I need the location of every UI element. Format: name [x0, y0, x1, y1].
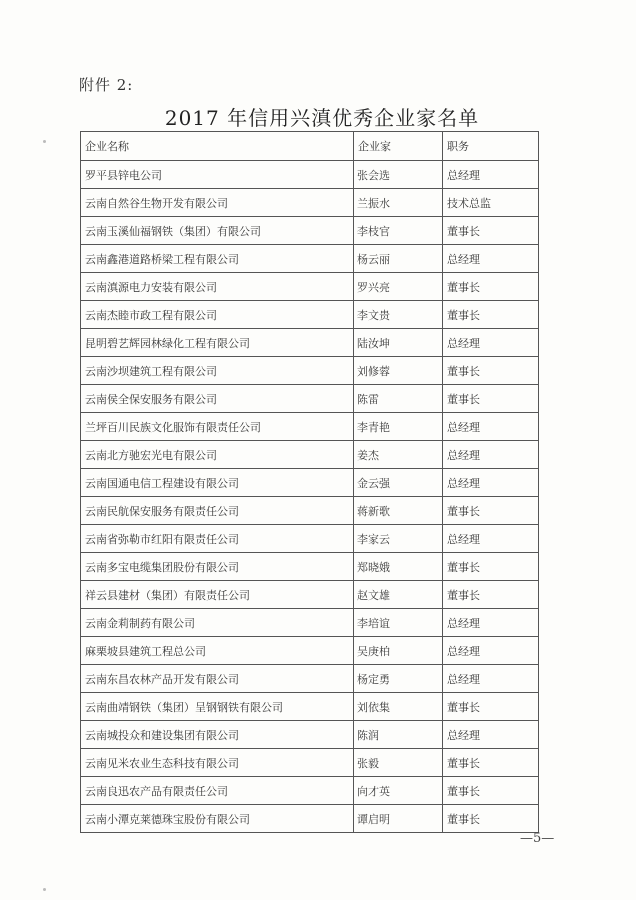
position-cell: 董事长 — [443, 273, 539, 301]
table-row — [81, 245, 539, 273]
position-cell: 董事长 — [443, 357, 539, 385]
company-name-cell: 云南良迅农产品有限责任公司 — [81, 777, 354, 805]
column-header-company: 企业名称 — [81, 132, 354, 161]
entrepreneur-name-cell: 杨云丽 — [354, 245, 443, 273]
table-row — [81, 805, 539, 833]
entrepreneur-table — [80, 131, 539, 833]
page-number: —5— — [520, 831, 555, 846]
entrepreneur-name-cell: 兰振水 — [354, 189, 443, 217]
document-title: 2017 年信用兴滇优秀企业家名单 — [164, 106, 480, 130]
column-header-entrepreneur: 企业家 — [354, 132, 443, 161]
position-cell: 总经理 — [443, 329, 539, 357]
entrepreneur-name-cell: 谭启明 — [354, 805, 443, 833]
company-name-cell: 云南多宝电缆集团股份有限公司 — [81, 553, 354, 581]
entrepreneur-name-cell: 李青艳 — [354, 413, 443, 441]
company-name-cell: 云南杰睦市政工程有限公司 — [81, 301, 354, 329]
entrepreneur-name-cell: 张毅 — [354, 749, 443, 777]
position-cell: 董事长 — [443, 553, 539, 581]
company-name-cell: 云南城投众和建设集团有限公司 — [81, 721, 354, 749]
company-name-cell: 云南小潭克莱德珠宝股份有限公司 — [81, 805, 354, 833]
table-row — [81, 329, 539, 357]
company-name-cell: 兰坪百川民族文化服饰有限责任公司 — [81, 413, 354, 441]
company-name-cell: 云南鑫港道路桥梁工程有限公司 — [81, 245, 354, 273]
table-row — [81, 441, 539, 469]
entrepreneur-name-cell: 陈雷 — [354, 385, 443, 413]
position-cell: 总经理 — [443, 441, 539, 469]
company-name-cell: 云南沙坝建筑工程有限公司 — [81, 357, 354, 385]
table-row — [81, 189, 539, 217]
entrepreneur-name-cell: 杨定勇 — [354, 665, 443, 693]
position-cell: 总经理 — [443, 721, 539, 749]
entrepreneur-name-cell: 李培谊 — [354, 609, 443, 637]
entrepreneur-name-cell: 刘修蓉 — [354, 357, 443, 385]
company-name-cell: 云南金莉制药有限公司 — [81, 609, 354, 637]
entrepreneur-name-cell: 吴庚柏 — [354, 637, 443, 665]
company-name-cell: 云南玉溪仙福钢铁（集团）有限公司 — [81, 217, 354, 245]
company-name-cell: 云南侯全保安服务有限公司 — [81, 385, 354, 413]
table-header-row — [81, 132, 539, 161]
company-name-cell: 云南东昌农林产品开发有限公司 — [81, 665, 354, 693]
entrepreneur-name-cell: 李文贵 — [354, 301, 443, 329]
company-name-cell: 云南省弥勒市红阳有限责任公司 — [81, 525, 354, 553]
table-row — [81, 413, 539, 441]
position-cell: 董事长 — [443, 777, 539, 805]
entrepreneur-name-cell: 陈润 — [354, 721, 443, 749]
table-row — [81, 637, 539, 665]
table-row — [81, 665, 539, 693]
table-row — [81, 553, 539, 581]
entrepreneur-name-cell: 姜杰 — [354, 441, 443, 469]
entrepreneur-name-cell: 陆汝坤 — [354, 329, 443, 357]
table-row — [81, 273, 539, 301]
entrepreneur-name-cell: 金云强 — [354, 469, 443, 497]
position-cell: 总经理 — [443, 609, 539, 637]
table-row — [81, 525, 539, 553]
table-row — [81, 749, 539, 777]
scan-speck — [43, 140, 46, 143]
position-cell: 董事长 — [443, 581, 539, 609]
entrepreneur-name-cell: 罗兴亮 — [354, 273, 443, 301]
position-cell: 总经理 — [443, 413, 539, 441]
entrepreneur-name-cell: 郑晓娥 — [354, 553, 443, 581]
scan-speck — [43, 888, 46, 891]
position-cell: 技术总监 — [443, 189, 539, 217]
company-name-cell: 云南北方驰宏光电有限公司 — [81, 441, 354, 469]
table-row — [81, 301, 539, 329]
column-header-position: 职务 — [443, 132, 539, 161]
company-name-cell: 祥云县建材（集团）有限责任公司 — [81, 581, 354, 609]
position-cell: 董事长 — [443, 497, 539, 525]
position-cell: 董事长 — [443, 301, 539, 329]
company-name-cell: 云南自然谷生物开发有限公司 — [81, 189, 354, 217]
entrepreneur-name-cell: 向才英 — [354, 777, 443, 805]
position-cell: 董事长 — [443, 693, 539, 721]
entrepreneur-name-cell: 张会选 — [354, 161, 443, 189]
position-cell: 总经理 — [443, 637, 539, 665]
company-name-cell: 云南民航保安服务有限责任公司 — [81, 497, 354, 525]
company-name-cell: 麻栗坡县建筑工程总公司 — [81, 637, 354, 665]
position-cell: 董事长 — [443, 385, 539, 413]
company-name-cell: 云南国通电信工程建设有限公司 — [81, 469, 354, 497]
entrepreneur-name-cell: 李家云 — [354, 525, 443, 553]
table-row — [81, 609, 539, 637]
position-cell: 总经理 — [443, 525, 539, 553]
position-cell: 董事长 — [443, 217, 539, 245]
entrepreneur-name-cell: 刘依集 — [354, 693, 443, 721]
company-name-cell: 云南滇源电力安装有限公司 — [81, 273, 354, 301]
table-row — [81, 161, 539, 189]
table-row — [81, 693, 539, 721]
table-body — [81, 161, 539, 833]
position-cell: 总经理 — [443, 161, 539, 189]
table-row — [81, 469, 539, 497]
company-name-cell: 昆明碧艺辉园林绿化工程有限公司 — [81, 329, 354, 357]
table-row — [81, 385, 539, 413]
table-row — [81, 581, 539, 609]
table-row — [81, 721, 539, 749]
company-name-cell: 云南曲靖钢铁（集团）呈钢钢铁有限公司 — [81, 693, 354, 721]
table-row — [81, 497, 539, 525]
entrepreneur-name-cell: 蒋新歌 — [354, 497, 443, 525]
table-row — [81, 777, 539, 805]
position-cell: 总经理 — [443, 665, 539, 693]
entrepreneur-name-cell: 李枝官 — [354, 217, 443, 245]
company-name-cell: 云南见米农业生态科技有限公司 — [81, 749, 354, 777]
position-cell: 董事长 — [443, 749, 539, 777]
position-cell: 总经理 — [443, 469, 539, 497]
table-row — [81, 217, 539, 245]
position-cell: 董事长 — [443, 805, 539, 833]
entrepreneur-name-cell: 赵文雄 — [354, 581, 443, 609]
company-name-cell: 罗平县锌电公司 — [81, 161, 354, 189]
attachment-label: 附件 2: — [79, 76, 134, 94]
position-cell: 总经理 — [443, 245, 539, 273]
table-row — [81, 357, 539, 385]
